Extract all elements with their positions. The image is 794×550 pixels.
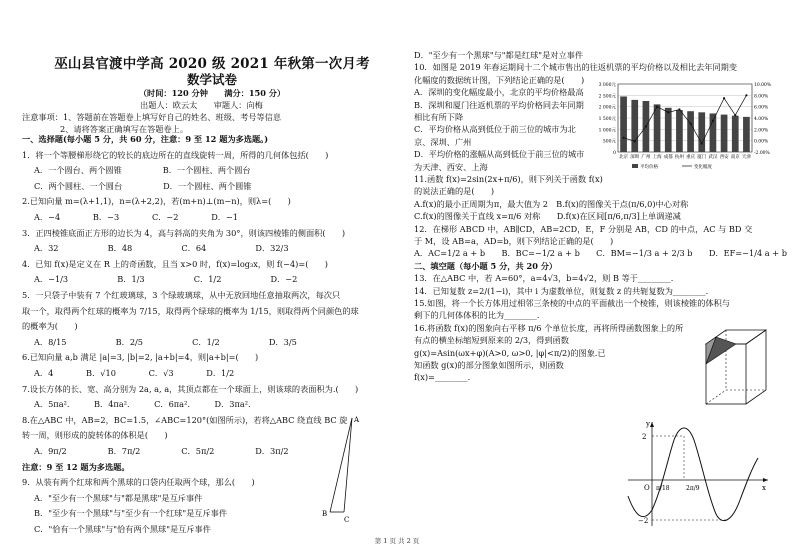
chart10-left-tick: 2 500元 <box>598 94 616 100</box>
chart10-change-point <box>734 114 736 116</box>
left-line: 的概率为( ) <box>22 321 78 332</box>
right-line: 相比有所下降 <box>414 112 464 122</box>
right-line: A.f(x)的最小正周期为π，最大值为 2 B.f(x)的图像关于点(π/6,0)中心对称 <box>414 198 689 209</box>
chart10-category-label: 南京 <box>730 155 740 160</box>
chart10-bar <box>743 117 750 152</box>
chart10-right-tick: 8.00% <box>754 94 769 100</box>
chart10-bar <box>665 108 672 152</box>
graph16-origin-label: O <box>644 484 650 492</box>
graph16-x-label: x <box>762 484 766 492</box>
graph16-max-label: 2 <box>642 433 647 441</box>
right-line: 11.函数 f(x)=2sin(2x+π/6)，则下列关于函数 f(x) <box>414 174 603 184</box>
fig8-label-b: B <box>322 510 328 518</box>
chart10-change-point <box>745 94 747 96</box>
triangle-figure-q8 <box>322 410 362 525</box>
chart10-legend-price: 平均价格 <box>640 165 658 170</box>
notice-line-1: 注意事项：1、答题前在答题卷上填写好自己的姓名、班级、考号等信息 <box>22 112 282 122</box>
chart10-category-label: 武汉 <box>708 155 718 160</box>
right-line: 14．已知复数 z=2/(1−i)，其中 i 为虚数单位，则复数 z 的共轭复数为________. <box>414 285 709 296</box>
right-line: 于 M，设 AB=a，AD=b，则下列结论正确的是( ) <box>414 236 614 246</box>
cuboid-figure-q15 <box>700 322 772 410</box>
exam-meta: （时间：120 分钟 满分：150 分） <box>138 88 286 98</box>
left-line: A．9π/2 B．7π/2 C．5π/2 D．3π/2 <box>34 446 289 456</box>
q10-bar-chart <box>592 78 780 178</box>
chart10-change-line <box>624 95 747 143</box>
right-line: 的说法正确的是( ) <box>414 186 495 197</box>
chart10-category-label: 重庆 <box>686 155 696 160</box>
right-line: 有点的横坐标缩短到原来的 2/3，得到函数 <box>414 335 569 346</box>
chart10-right-tick: -2.00% <box>754 151 770 156</box>
left-line: A．一个圆台、两个圆锥 B．一个圆柱、两个圆台 <box>34 165 251 176</box>
chart10-left-tick: 2 000元 <box>598 105 616 111</box>
right-line: 剩下的几何体体积的比为________. <box>414 310 540 321</box>
left-line: 转一周，则形成的旋转体的体积是( ) <box>22 430 168 441</box>
chart10-left-tick: 1 500元 <box>598 117 616 122</box>
right-line: A．深圳的变化幅度最小，北京的平均价格最高 <box>414 87 584 98</box>
right-line: A．AC=1/2 a + b B．BC=−1/2 a + b C．BM=−1/3 a + 2/3 b D．EF=−1/4 a + b <box>414 248 787 259</box>
chart10-category-label: 深圳 <box>630 155 640 160</box>
chart10-right-tick: 2.00% <box>754 128 769 134</box>
graph16-x1-label: π/18 <box>656 485 670 492</box>
chart10-change-point <box>622 137 624 139</box>
chart10-bar <box>687 111 694 152</box>
chart10-right-tick: 10.00% <box>754 83 772 88</box>
right-line: D．"至少有一个黑球"与"都是红球"是对立事件 <box>414 50 584 60</box>
left-line: A．5πa². B．4πa². C．6πa². D．3πa². <box>34 399 251 410</box>
right-line: g(x)=Asin(ωx+φ)(A>0, ω>0, |φ|<π/2)的图象.已 <box>414 347 606 358</box>
left-line: C．两个圆柱、一个圆台 D．一个圆柱、两个圆锥 <box>34 180 252 191</box>
chart10-right-tick: 6.00% <box>754 105 769 111</box>
graph16-y-label: y <box>646 420 650 428</box>
chart10-right-tick: 0.00% <box>754 139 769 145</box>
graph16-x2-label: 2π/9 <box>686 485 700 492</box>
fig8-label-a: A <box>354 416 360 424</box>
chart10-category-label: 北京 <box>619 155 629 160</box>
fig8-label-c: C <box>344 516 350 524</box>
right-line: C.f(x)的图像关于直线 x=π/6 对称 D.f(x)在区间[π/6,π/3]上单调递减 <box>414 211 681 222</box>
chart10-left-tick: 1 000元 <box>598 128 616 134</box>
left-line: A．4 B．√10 C．√3 D．1/2 <box>34 368 235 378</box>
chart10-bar <box>620 96 627 152</box>
right-line: 10．如图是 2019 年春运期间十二个城市售出的往返机票的平均价格以及相比去年同期变 <box>414 62 738 73</box>
chart10-change-point <box>656 106 658 108</box>
left-line: A．−1/3 B．1/3 C．1/2 D．−2 <box>34 274 298 285</box>
left-line: B．"至少有一个黑球"与"至少有一个红球"是互斥事件 <box>34 508 228 519</box>
sine-graph-q16 <box>622 418 772 530</box>
chart10-category-label: 上海 <box>652 155 662 160</box>
left-line: 一、选择题(每小题 5 分，共 60 分，注意：9 至 12 题为多选题。) <box>22 134 269 144</box>
left-line: 2.已知向量 m=(λ+1,1)，n=(λ+2,2)，若(m+n)⊥(m−n)，则λ=( ) <box>22 196 291 207</box>
chart10-category-label: 广州 <box>641 155 651 160</box>
chart10-change-point <box>667 111 669 113</box>
page-footer: 第 1 页 共 2 页 <box>374 537 420 545</box>
chart10-category-label: 西安 <box>719 155 729 160</box>
chart10-bar <box>698 112 705 152</box>
right-line: 京、深圳、广州 <box>414 136 472 147</box>
right-line: B．深圳和厦门往返机票的平均价格同去年同期 <box>414 99 584 110</box>
right-line: D．平均价格的涨幅从高到低位于前三位的城市 <box>414 149 585 160</box>
right-line: 化幅度的数据统计图，下列结论正确的是( ) <box>414 74 585 85</box>
exam-title: 巫山县官渡中学高 2020 级 2021 年秋第一次月考 <box>54 56 370 72</box>
chart10-change-point <box>712 120 714 122</box>
notice-line-2: 2、请将答案正确填写在答题卷上。 <box>60 124 189 134</box>
right-line: C．平均价格从高到低位于前三位的城市为北 <box>414 124 576 135</box>
chart10-category-label: 厦门 <box>697 155 707 160</box>
left-line: 5．一只袋子中装有 7 个红玻璃球，3 个绿玻璃球，从中无放回地任意抽取两次，每次只 <box>22 290 341 300</box>
left-line: A．32 B．48 C．64 D．32/3 <box>34 243 289 254</box>
chart10-bar <box>710 113 717 152</box>
left-line: A．8/15 B．2/5 C．1/2 D．3/5 <box>34 336 297 347</box>
chart10-right-tick: 4.00% <box>754 117 769 122</box>
left-line: A．−4 B．−3 C．−2 D．−1 <box>34 212 239 222</box>
right-line: 12．在梯形 ABCD 中，AB∥CD，AB=2CD，E，F 分别是 AB，CD 的中点，AC 与 BD 交 <box>414 223 753 234</box>
right-line: 知函数 g(x)的部分图象如图所示，则函数 <box>414 360 564 370</box>
left-line: 取一个，取得两个红球的概率为 7/15，取得两个绿球的概率为 1/15，则取得两个同颜色的球 <box>22 305 359 316</box>
right-line: 13．在△ABC 中，若 A=60°，a=4√3，b=4√2，则 B 等于________. <box>414 273 674 284</box>
graph16-min-label: −2 <box>638 517 649 525</box>
chart10-legend-change: 变化幅度 <box>694 165 712 170</box>
chart10-category-label: 天津 <box>741 155 751 160</box>
chart10-category-label: 杭州 <box>674 155 684 160</box>
right-line: 15.如图，将一个长方体用过相邻三条棱的中点的平面截出一个棱锥，则该棱锥的体积与 <box>414 298 730 308</box>
chart10-change-point <box>689 123 691 125</box>
left-line: 6.已知向量 a,b 满足 |a|=3, |b|=2, |a+b|=4，则|a+b|=( ) <box>22 352 259 363</box>
exam-subtitle: 数学试卷 <box>186 72 237 87</box>
exam-authors: 出题人：欧云太 审题人：向梅 <box>140 100 263 110</box>
chart10-change-point <box>645 125 647 127</box>
chart10-bar <box>631 100 638 152</box>
chart10-bar <box>676 110 683 152</box>
chart10-change-point <box>678 108 680 110</box>
right-line: f(x)=________. <box>414 372 471 383</box>
chart10-bar <box>721 115 728 152</box>
chart10-change-point <box>723 97 725 99</box>
left-line: 1．将一个等腰梯形绕它的较长的底边所在的直线旋转一周，所得的几何体包括( ) <box>22 149 329 160</box>
left-line: C．"恰有一个黑球"与"恰有两个黑球"是互斥事件 <box>34 524 211 534</box>
chart10-bar <box>732 116 739 152</box>
right-line: 16.将函数 f(x)的图象向右平移 π/6 个单位长度，再将所得函数图象上的所 <box>414 322 684 333</box>
left-line: 7.设长方体的长、宽、高分别为 2a, a, a，其顶点都在一个球面上，则该球的表面积为.( ) <box>22 383 359 394</box>
chart10-legend-bar-swatch <box>632 164 638 168</box>
chart10-left-tick: 500元 <box>602 139 616 145</box>
right-line: 为天津、西安、上海 <box>414 161 488 172</box>
chart10-change-point <box>634 140 636 142</box>
right-line: 二、填空题（每小题 5 分，共 20 分） <box>414 260 558 271</box>
chart10-category-label: 成都 <box>663 155 673 160</box>
left-line: 4．已知 f(x)是定义在 R 上的奇函数，且当 x>0 时，f(x)=log₃x，则 f(−4)=( ) <box>22 258 328 269</box>
chart10-left-tick: 0 <box>613 151 616 156</box>
chart10-change-point <box>701 142 703 144</box>
chart10-left-tick: 3 000元 <box>598 83 616 88</box>
left-line: 8.在△ABC 中，AB=2，BC=1.5，∠ABC=120°(如图所示)，若将△ABC 绕直线 BC 旋 <box>22 414 348 425</box>
left-line: 注意：9 至 12 题为多选题。 <box>22 461 130 472</box>
left-line: A．"至少有一个黑球"与"都是黑球"是互斥事件 <box>34 492 203 503</box>
left-line: 9．从装有两个红球和两个黑球的口袋内任取两个球，那么( ) <box>22 477 255 488</box>
left-line: 3．正四棱锥底面正方形的边长为 4，高与斜高的夹角为 30°，则该四棱锥的侧面积( ) <box>22 227 346 238</box>
